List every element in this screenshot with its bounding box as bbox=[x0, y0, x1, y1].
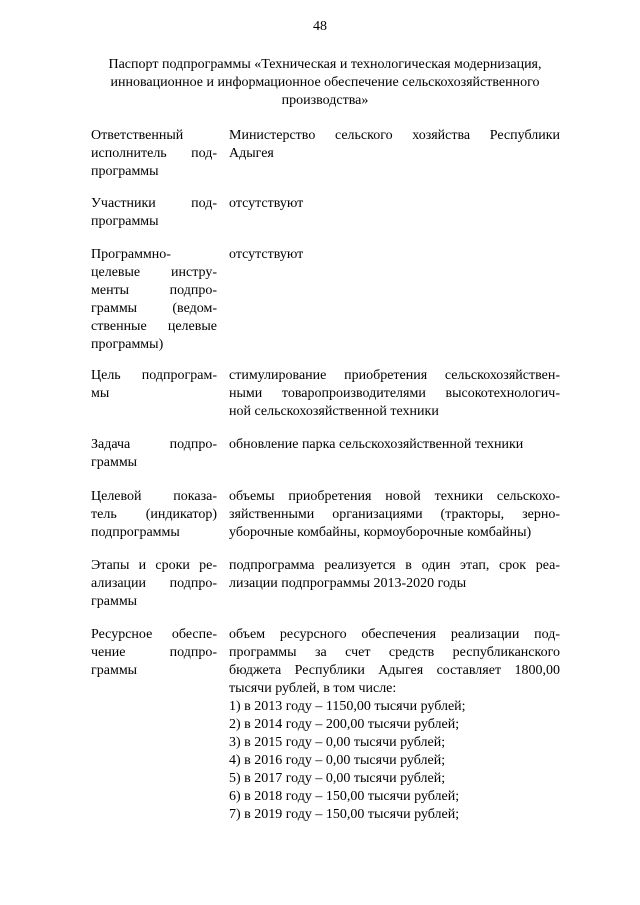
label-line: Задача подпро- bbox=[91, 437, 217, 452]
row-value bbox=[229, 557, 560, 593]
label-line: Ответственный bbox=[91, 128, 184, 143]
label-line: Этапы и сроки ре- bbox=[91, 558, 217, 573]
value-line: Адыгея bbox=[229, 146, 274, 161]
list-item: 7) в 2019 году – 150,00 тысячи рублей; bbox=[229, 807, 460, 822]
row-value bbox=[229, 626, 560, 698]
label-line: Программно- bbox=[91, 247, 171, 262]
label-line: граммы bbox=[91, 663, 138, 678]
label-line: программы bbox=[91, 214, 159, 229]
label-line: Целевой показа- bbox=[91, 489, 217, 504]
label-line: подпрограммы bbox=[91, 525, 180, 540]
value-line: бюджета Республики Адыгея составляет 1800,00 bbox=[229, 663, 560, 678]
label-line: Цель подпрограм- bbox=[91, 368, 217, 383]
list-item: 6) в 2018 году – 150,00 тысячи рублей; bbox=[229, 789, 460, 804]
value-line: ной сельскохозяйственной техники bbox=[229, 404, 439, 419]
value-line: объемы приобретения новой техники сельскохо- bbox=[229, 489, 560, 504]
page-number: 48 bbox=[313, 19, 327, 34]
row-label bbox=[91, 436, 217, 472]
value-line: лизации подпрограммы 2013-2020 годы bbox=[229, 576, 467, 591]
row-value bbox=[229, 195, 560, 213]
value-line: отсутствуют bbox=[229, 247, 304, 262]
row-label bbox=[91, 488, 217, 542]
value-line: ными товаропроизводителями высокотехнологич- bbox=[229, 386, 560, 401]
row-label bbox=[91, 626, 217, 680]
value-line: тысячи рублей, в том числе: bbox=[229, 681, 397, 696]
value-line: зяйственными организациями (тракторы, зерно- bbox=[229, 507, 560, 522]
label-line: исполнитель под- bbox=[91, 146, 217, 161]
list-item: 5) в 2017 году – 0,00 тысячи рублей; bbox=[229, 771, 446, 786]
label-line: граммы bbox=[91, 455, 138, 470]
row-value bbox=[229, 246, 560, 264]
label-line: ализации подпро- bbox=[91, 576, 217, 591]
label-line: менты подпро- bbox=[91, 283, 217, 298]
row-label bbox=[91, 246, 217, 354]
label-line: программы) bbox=[91, 337, 164, 352]
title-line: инновационное и информационное обеспечение сельскохозяйственного bbox=[110, 75, 540, 90]
row-value bbox=[229, 488, 560, 542]
value-line: обновление парка сельскохозяйственной техники bbox=[229, 437, 524, 452]
list-item: 2) в 2014 году – 200,00 тысячи рублей; bbox=[229, 717, 460, 732]
label-line: Участники под- bbox=[91, 196, 217, 211]
title-line: производства» bbox=[281, 93, 369, 108]
list-item: 4) в 2016 году – 0,00 тысячи рублей; bbox=[229, 753, 446, 768]
label-line: граммы bbox=[91, 594, 138, 609]
value-line: объем ресурсного обеспечения реализации под- bbox=[229, 627, 560, 642]
row-label bbox=[91, 127, 217, 181]
row-value bbox=[229, 367, 560, 421]
value-line: Министерство сельского хозяйства Республики bbox=[229, 128, 560, 143]
row-value bbox=[229, 436, 560, 454]
value-line: стимулирование приобретения сельскохозяйствен- bbox=[229, 368, 560, 383]
row-label bbox=[91, 195, 217, 231]
label-line: граммы (ведом- bbox=[91, 301, 217, 316]
row-label bbox=[91, 367, 217, 403]
value-line: программы за счет средств республиканского bbox=[229, 645, 560, 660]
label-line: мы bbox=[91, 386, 110, 401]
value-line: подпрограмма реализуется в один этап, срок реа- bbox=[229, 558, 560, 573]
row-value bbox=[229, 127, 560, 163]
label-line: Ресурсное обеспе- bbox=[91, 627, 217, 642]
label-line: тель (индикатор) bbox=[91, 507, 217, 522]
label-line: программы bbox=[91, 164, 159, 179]
document-title bbox=[90, 56, 560, 110]
funding-by-year-list bbox=[229, 698, 560, 824]
title-line: Паспорт подпрограммы «Техническая и технологическая модернизация, bbox=[108, 57, 542, 72]
value-line: отсутствуют bbox=[229, 196, 304, 211]
list-item: 3) в 2015 году – 0,00 тысячи рублей; bbox=[229, 735, 446, 750]
label-line: целевые инстру- bbox=[91, 265, 217, 280]
label-line: ственные целевые bbox=[91, 319, 217, 334]
label-line: чение подпро- bbox=[91, 645, 217, 660]
row-label bbox=[91, 557, 217, 611]
value-line: уборочные комбайны, кормоуборочные комбайны) bbox=[229, 525, 532, 540]
list-item: 1) в 2013 году – 1150,00 тысячи рублей; bbox=[229, 699, 466, 714]
